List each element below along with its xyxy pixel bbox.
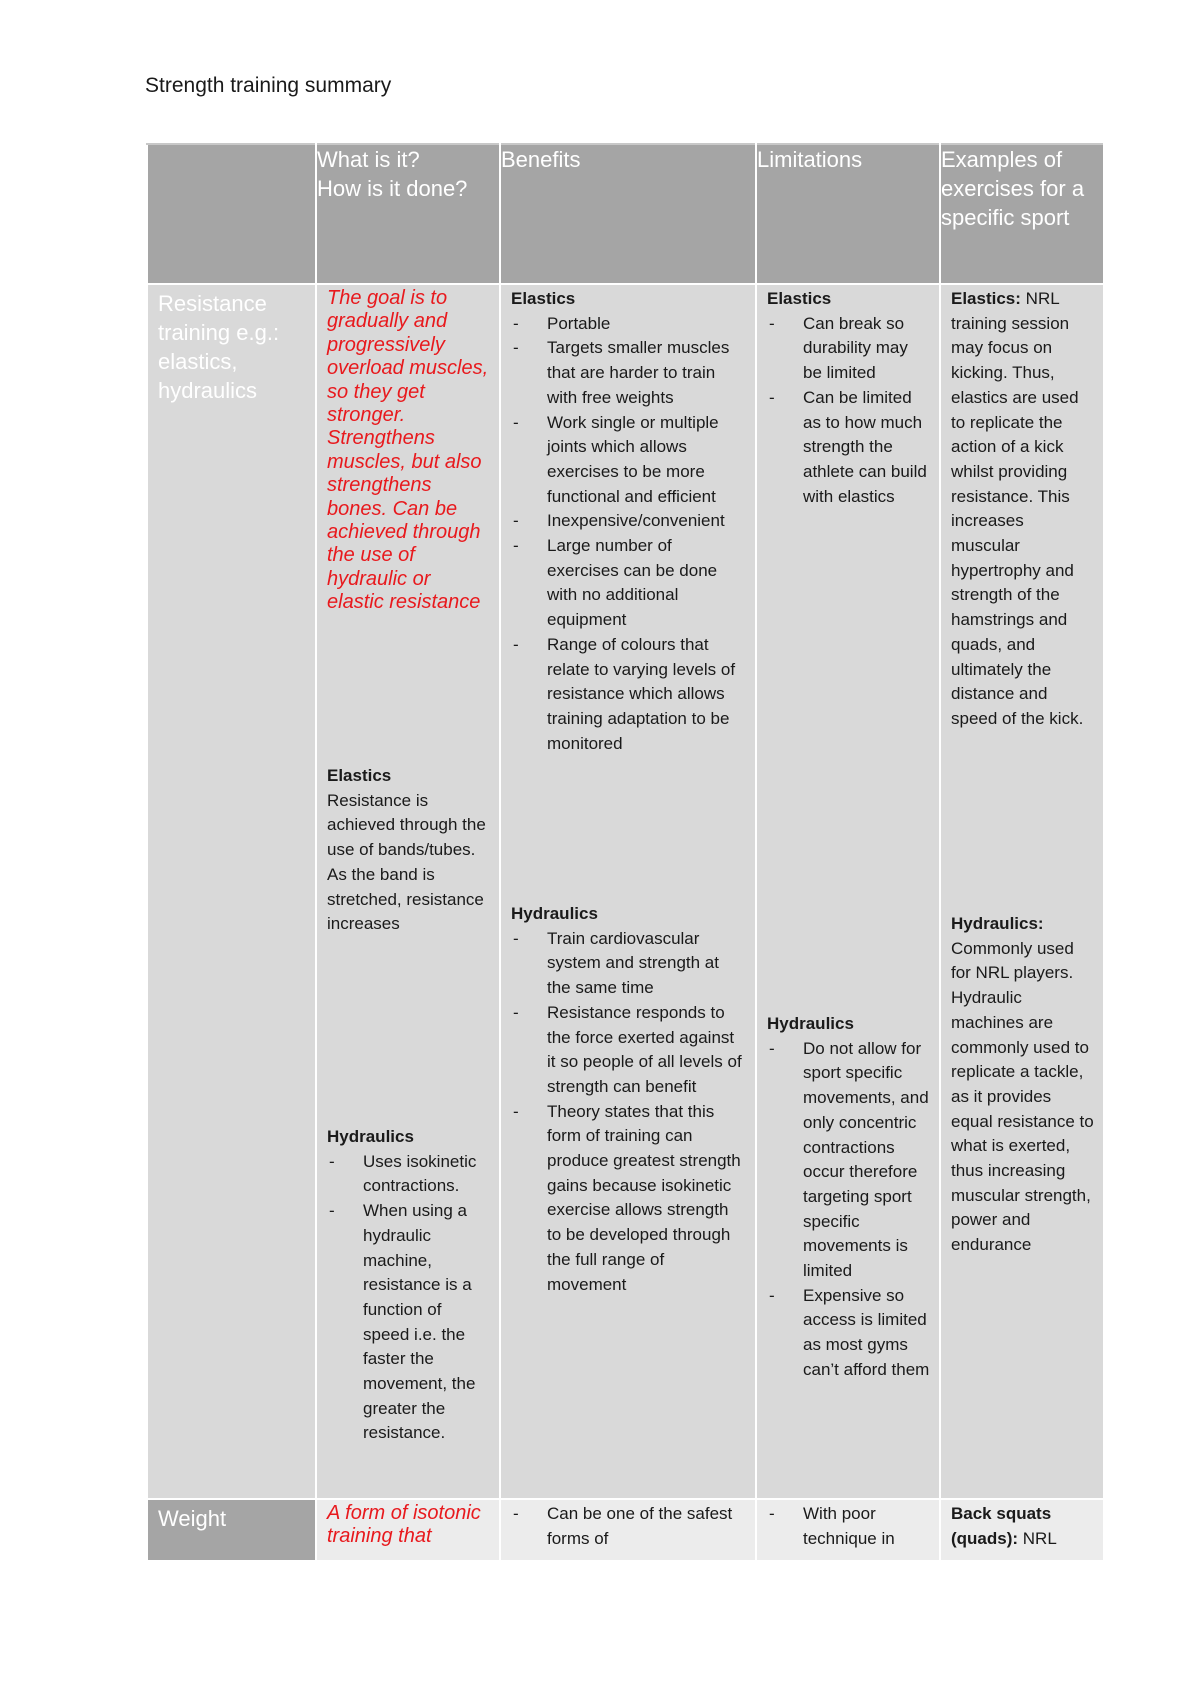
header-examples: Examples of exercises for a specific sport (940, 144, 1104, 284)
cell-weight-limitations (756, 1499, 940, 1560)
list-item: - Expensive so access is limited as most gyms can’t afford them (767, 1284, 931, 1383)
header-benefits: Benefits (500, 144, 756, 284)
weight-examples-text: NRL (1018, 1528, 1057, 1548)
cell-weight-examples (940, 1499, 1104, 1560)
row-label-weight: Weight (147, 1499, 316, 1560)
resistance-what-intro: The goal is to gradually and progressively overload muscles, so they get stronger. Strengthens muscles, but also strengthens bones. Can be achieved through the use of hydraulic or elastic resistance (327, 287, 489, 614)
list-item: - With poor technique in (767, 1502, 931, 1551)
cell-resistance-examples (940, 284, 1104, 1499)
resistance-benefits-hydraulics-heading: Hydraulics (511, 904, 598, 923)
resistance-examples-elastics-text: NRL training session may focus on kicking. Thus, elastics are used to replicate the action of a kick whilst providing resistance. This increases muscular hypertrophy and strength of the hamstrings and quads, and ultimately the distance and speed of the kick. (951, 289, 1084, 728)
list-item: - Do not allow for sport specific movements, and only concentric contractions occur therefore targeting sport specific movements is limited (767, 1037, 931, 1284)
list-item: - When using a hydraulic machine, resistance is a function of speed i.e. the faster the movement, the greater the resistance. (327, 1199, 491, 1446)
list-item: - Theory states that this form of training can produce greatest strength gains because isokinetic exercise allows strength to be developed through the full range of movement (511, 1100, 747, 1298)
resistance-limitations-hydraulics (767, 1012, 931, 1383)
header-what-is-it (316, 144, 500, 284)
list-item: - Portable (511, 312, 747, 337)
table-row-resistance (147, 284, 1104, 1499)
header-limitations: Limitations (756, 144, 940, 284)
list-item: - Can break so durability may be limited (767, 312, 931, 386)
list-item: - Train cardiovascular system and strength at the same time (511, 927, 747, 1001)
list-item: - Range of colours that relate to varying levels of resistance which allows training adaptation to be monitored (511, 633, 747, 757)
list-item: - Targets smaller muscles that are harder to train with free weights (511, 336, 747, 410)
cell-resistance-benefits (500, 284, 756, 1499)
list-item: - Can be limited as to how much strength the athlete can build with elastics (767, 386, 931, 510)
list-item: - Uses isokinetic contractions. (327, 1150, 491, 1199)
cell-resistance-what (316, 284, 500, 1499)
resistance-examples-elastics (951, 287, 1095, 732)
resistance-what-elastics-text: Resistance is achieved through the use of bands/tubes. As the band is stretched, resistance increases (327, 790, 486, 934)
header-what-line2: How is it done? (317, 176, 468, 201)
resistance-benefits-elastics-heading: Elastics (511, 289, 576, 308)
resistance-examples-hydraulics-heading: Hydraulics: (951, 914, 1044, 933)
resistance-benefits-hydraulics (511, 902, 747, 1297)
cell-resistance-limitations (756, 284, 940, 1499)
table-header-row (147, 144, 1104, 284)
list-item: - Resistance responds to the force exerted against it so people of all levels of strength can benefit (511, 1001, 747, 1100)
resistance-limitations-elastics-heading: Elastics (767, 289, 832, 308)
cell-weight-what (316, 1499, 500, 1560)
weight-what-text: A form of isotonic training that (327, 1502, 481, 1548)
row-label-resistance: Resistance training e.g.: elastics, hydraulics (147, 284, 316, 1499)
page-title: Strength training summary (145, 74, 392, 97)
resistance-benefits-elastics (511, 287, 747, 756)
weight-examples-heading: Back squats (quads): (951, 1504, 1052, 1548)
resistance-limitations-elastics (767, 287, 931, 509)
resistance-what-hydraulics (327, 1125, 491, 1446)
resistance-what-hydraulics-list (327, 1150, 491, 1446)
resistance-what-elastics (327, 764, 491, 937)
resistance-examples-elastics-heading: Elastics: (951, 289, 1021, 308)
resistance-limitations-elastics-list (767, 312, 931, 510)
resistance-what-hydraulics-heading: Hydraulics (327, 1127, 414, 1146)
list-item: - Work single or multiple joints which allows exercises to be more functional and efficient (511, 411, 747, 510)
header-empty (147, 144, 316, 284)
resistance-benefits-hydraulics-list (511, 927, 747, 1298)
list-item: - Inexpensive/convenient (511, 509, 747, 534)
list-item: - Large number of exercises can be done with no additional equipment (511, 534, 747, 633)
resistance-limitations-hydraulics-heading: Hydraulics (767, 1014, 854, 1033)
resistance-benefits-elastics-list (511, 312, 747, 757)
resistance-examples-hydraulics (951, 912, 1095, 1258)
resistance-limitations-hydraulics-list (767, 1037, 931, 1383)
cell-weight-benefits (500, 1499, 756, 1560)
resistance-examples-hydraulics-text: Commonly used for NRL players. Hydraulic machines are commonly used to replicate a tackle, as it provides equal resistance to what is exerted, thus increasing muscular strength, power and endurance (951, 938, 1094, 1255)
header-what-line1: What is it? (317, 147, 420, 172)
resistance-what-elastics-heading: Elastics (327, 766, 392, 785)
list-item: - Can be one of the safest forms of (511, 1502, 747, 1551)
table-row-weight (147, 1499, 1104, 1560)
strength-training-table (146, 143, 1105, 1560)
